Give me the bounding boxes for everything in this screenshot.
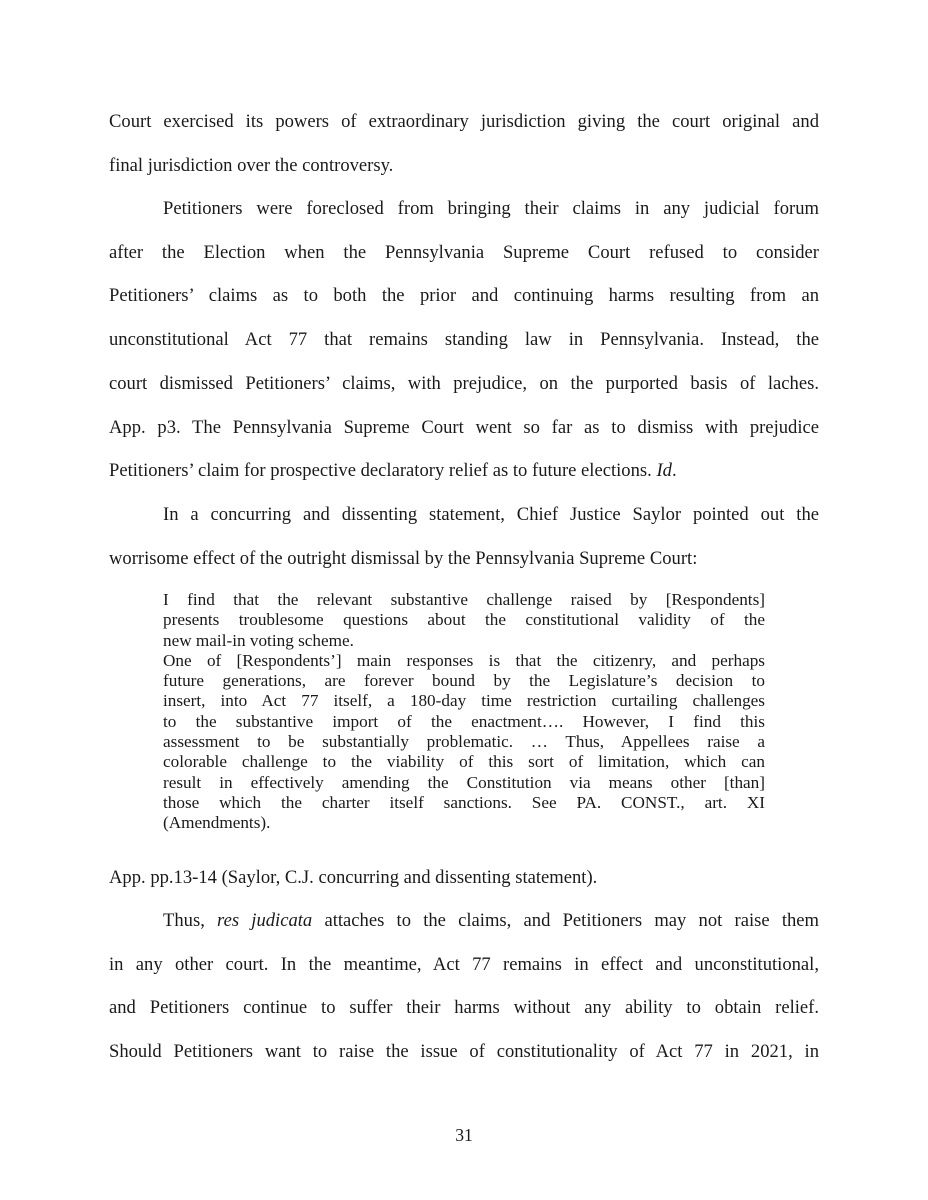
block-quote xyxy=(163,590,765,834)
text-line: Court exercised its powers of extraordinary jurisdiction giving the court original and xyxy=(109,111,819,132)
paragraph-foreclosed xyxy=(109,187,819,493)
text-segment: attaches to the claims, and Petitioners may not raise them xyxy=(312,910,819,931)
quote-line: assessment to be substantially problematic. … Thus, Appellees raise a xyxy=(163,732,765,752)
text-line: in any other court. In the meantime, Act 77 remains in effect and unconstitutional, xyxy=(109,953,819,975)
quote-line: insert, into Act 77 itself, a 180-day time restriction curtailing challenges xyxy=(163,691,765,711)
text-line: court dismissed Petitioners’ claims, with prejudice, on the purported basis of laches. xyxy=(109,372,819,394)
paragraph-continuation xyxy=(109,100,819,187)
text-line xyxy=(109,449,819,493)
text-line: Should Petitioners want to raise the issue of constitutionality of Act 77 in 2021, in xyxy=(109,1041,819,1063)
text-line: final jurisdiction over the controversy. xyxy=(109,154,394,176)
text-segment: . xyxy=(671,460,677,482)
block-quote-paragraph xyxy=(163,651,765,834)
quote-line: result in effectively amending the Constitution via means other [than] xyxy=(163,772,765,792)
text-line: unconstitutional Act 77 that remains standing law in Pennsylvania. Instead, the xyxy=(109,329,819,351)
text-line: In a concurring and dissenting statement, Chief Justice Saylor pointed out the xyxy=(163,504,819,525)
text-line: Petitioners’ claims as to both the prior and continuing harms resulting from an xyxy=(109,285,819,307)
page-number: 31 xyxy=(455,1125,473,1145)
text-segment: Petitioners’ claim for prospective declaratory relief as to future elections. xyxy=(109,460,657,482)
text-line: worrisome effect of the outright dismissal by the Pennsylvania Supreme Court: xyxy=(109,547,698,569)
text-line: App. p3. The Pennsylvania Supreme Court went so far as to dismiss with prejudice xyxy=(109,416,819,438)
text-line: after the Election when the Pennsylvania Supreme Court refused to consider xyxy=(109,241,819,263)
quote-line: colorable challenge to the viability of this sort of limitation, which can xyxy=(163,752,765,772)
quote-line: (Amendments). xyxy=(163,813,271,833)
paragraph-res-judicata xyxy=(109,899,819,1074)
italic-citation: Id xyxy=(656,460,672,482)
quote-line: presents troublesome questions about the constitutional validity of the xyxy=(163,610,765,630)
block-quote-paragraph xyxy=(163,590,765,651)
text-line: App. pp.13-14 (Saylor, C.J. concurring and dissenting statement). xyxy=(109,867,598,888)
quote-line: those which the charter itself sanctions. See PA. CONST., art. XI xyxy=(163,792,765,812)
text-line: Petitioners were foreclosed from bringing their claims in any judicial forum xyxy=(163,198,819,219)
citation-line xyxy=(109,856,819,900)
text-segment: Thus, xyxy=(163,910,218,931)
quote-line: One of [Respondents’] main responses is that the citizenry, and perhaps xyxy=(163,650,765,670)
paragraph-saylor-intro xyxy=(109,493,819,580)
quote-line: new mail-in voting scheme. xyxy=(163,630,354,650)
text-line: and Petitioners continue to suffer their harms without any ability to obtain relief. xyxy=(109,997,819,1019)
italic-term: res judicata xyxy=(217,910,313,931)
text-line xyxy=(109,899,819,943)
quote-line: future generations, are forever bound by the Legislature’s decision to xyxy=(163,671,765,691)
quote-line: to the substantive import of the enactment…. However, I find this xyxy=(163,711,765,731)
quote-line: I find that the relevant substantive challenge raised by [Respondents] xyxy=(163,590,765,609)
